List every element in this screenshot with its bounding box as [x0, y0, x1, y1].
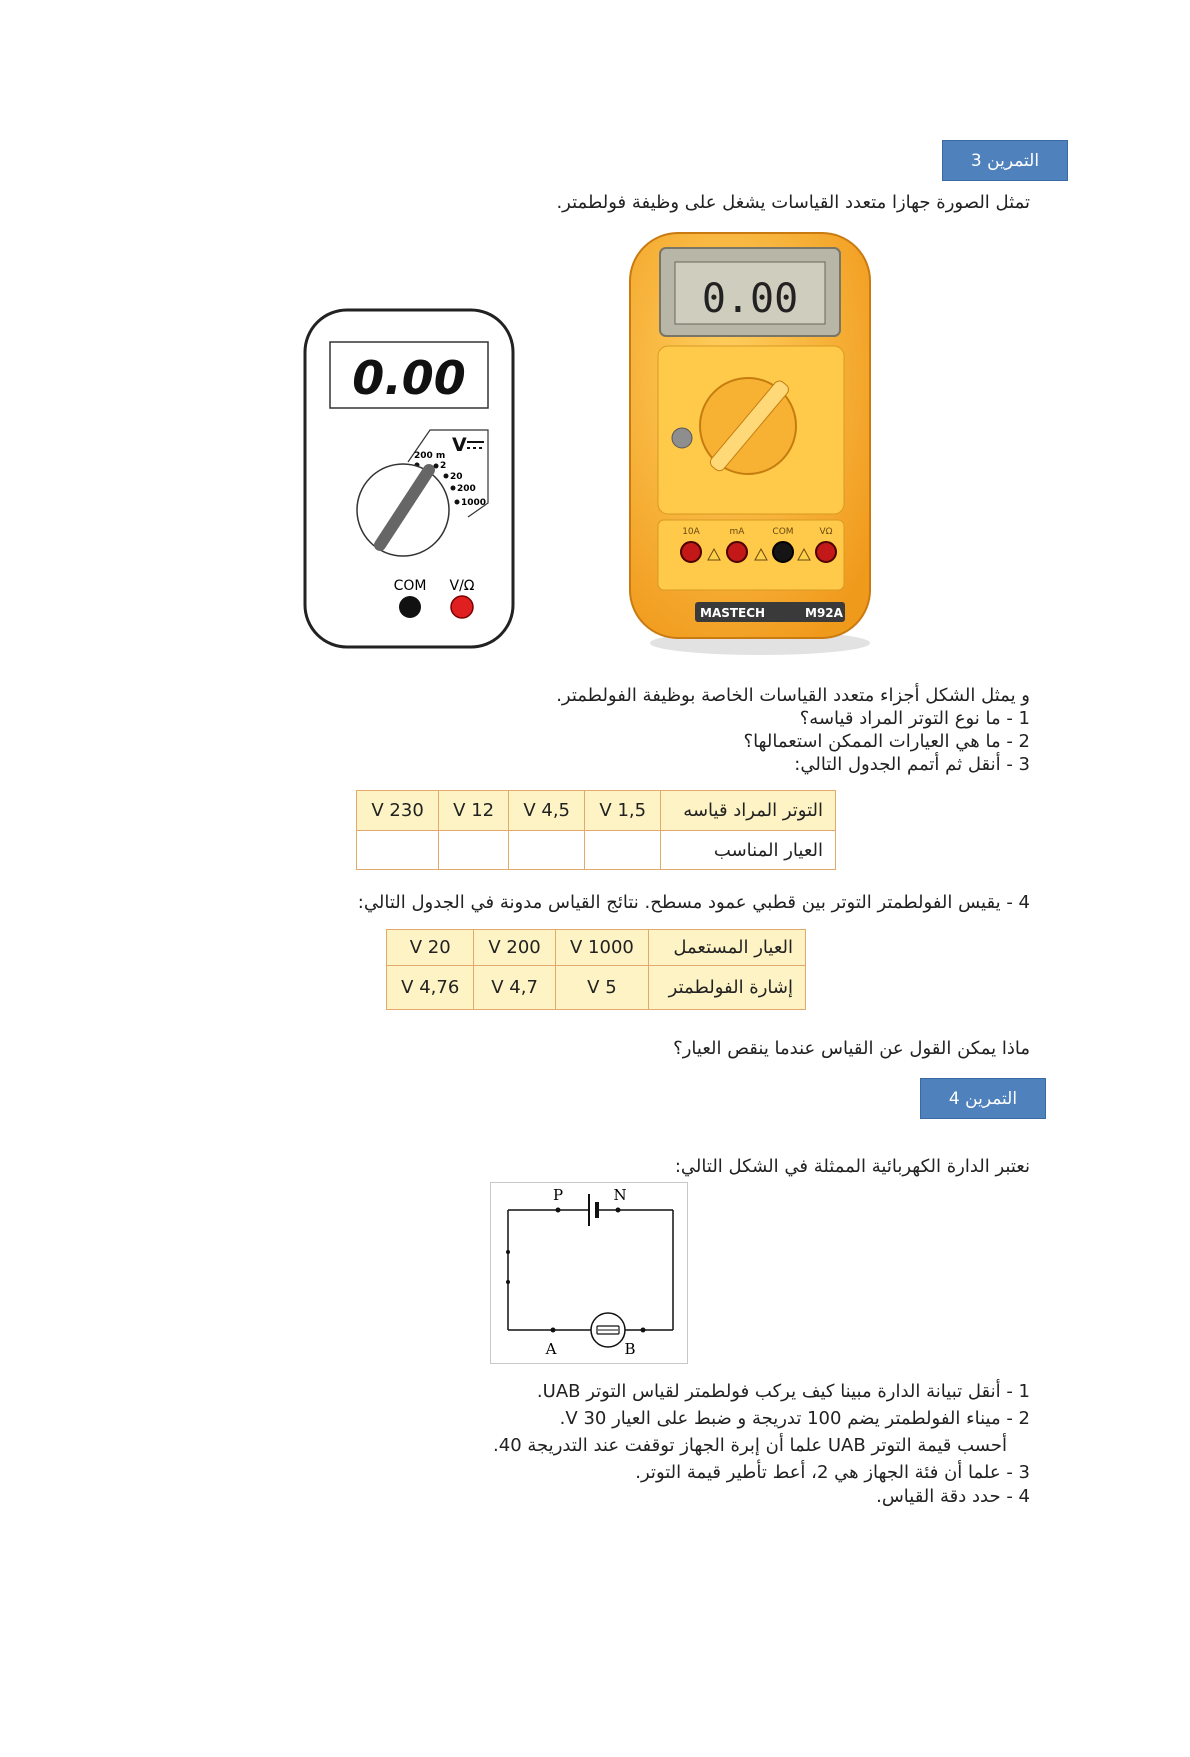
com-jack [399, 596, 421, 618]
exercise-4-badge [920, 1078, 1046, 1119]
question-3-3: 3 - أنقل ثم أتمم الجدول التالي: [794, 754, 1030, 775]
exercise-3-badge [942, 140, 1068, 181]
table2-cell: 4,7 V [474, 966, 555, 1010]
range-20: 20 [450, 472, 463, 482]
multimeter-photo [620, 228, 880, 658]
exercise-3-intro: تمثل الصورة جهازا متعدد القياسات يشغل على وظيفة فولطمتر. [556, 192, 1030, 213]
range-200m: 200 m [414, 451, 446, 461]
vohm-jack [451, 596, 473, 618]
exercise-4-intro: نعتبر الدارة الكهربائية الممثلة في الشكل التالي: [674, 1156, 1030, 1177]
table2-cell: 200 V [474, 930, 555, 966]
jack-com: COM [772, 527, 794, 537]
table2-cell: 5 V [555, 966, 648, 1010]
range-1000: 1000 [461, 498, 487, 508]
table-voltage-ranges [356, 790, 836, 870]
jack-vohm: VΩ [819, 527, 833, 537]
range-2: 2 [440, 461, 447, 471]
circuit-diagram [490, 1182, 688, 1364]
table1-empty-cell [357, 831, 439, 870]
table2-row1-header: العيار المستعمل [649, 930, 806, 966]
jack-10a: 10A [682, 527, 700, 537]
com-label: COM [393, 578, 427, 594]
exercise-4-title: التمرين 4 [948, 1088, 1018, 1109]
photo-jack-com [773, 542, 793, 562]
table1-empty-cell [585, 831, 661, 870]
table1-cell: 1,5 V [585, 791, 661, 831]
meter-model: M92A [805, 606, 843, 620]
question-4-3: 3 - علما أن فئة الجهاز هي 2، أعط تأطير قيمة التوتر. [635, 1462, 1030, 1483]
photo-jack-ma [727, 542, 747, 562]
table2-cell: 20 V [387, 930, 474, 966]
dial-unit-label: V [452, 434, 467, 456]
vohm-label: V/Ω [449, 578, 475, 594]
table-measurements [386, 929, 806, 1010]
meter-photo-display: 0.00 [701, 276, 799, 322]
range-200: 200 [457, 484, 476, 494]
table1-cell: 12 V [439, 791, 509, 831]
question-4-1: 1 - أنقل تبيانة الدارة مبينا كيف يركب فولطمتر لقياس التوتر UAB. [536, 1381, 1030, 1402]
meter-brand: MASTECH [700, 606, 766, 620]
table2-cell: 1000 V [555, 930, 648, 966]
jack-ma: mA [729, 527, 745, 537]
exercise-3-final-question: ماذا يمكن القول عن القياس عندما ينقص العيار؟ [673, 1038, 1030, 1059]
table1-empty-cell [439, 831, 509, 870]
table1-empty-cell [509, 831, 585, 870]
table1-row2-header: العيار المناسب [661, 831, 836, 870]
node-b-label: B [624, 1340, 636, 1358]
node-n-label: N [613, 1186, 627, 1204]
node-a-label: A [545, 1340, 557, 1358]
meter-drawing-display: 0.00 [352, 351, 466, 405]
table1-cell: 4,5 V [509, 791, 585, 831]
node-p-label: P [552, 1186, 564, 1204]
question-3-4: 4 - يقيس الفولطمتر التوتر بين قطبي عمود مسطح. نتائج القياس مدونة في الجدول التالي: [357, 892, 1030, 913]
table1-cell: 230 V [357, 791, 439, 831]
question-3-2: 2 - ما هي العيارات الممكن استعمالها؟ [743, 731, 1030, 752]
question-4-2a: 2 - ميناء الفولطمتر يضم 100 تدريجة و ضبط على العيار 30 V. [559, 1408, 1030, 1429]
table2-row2-header: إشارة الفولطمتر [649, 966, 806, 1010]
question-3-1: 1 - ما نوع التوتر المراد قياسه؟ [799, 708, 1030, 729]
photo-jack-10a [681, 542, 701, 562]
question-4-2b: أحسب قيمة التوتر UAB علما أن إبرة الجهاز توقفت عند التدريجة 40. [493, 1435, 1007, 1456]
question-4-4: 4 - حدد دقة القياس. [876, 1486, 1030, 1507]
table2-cell: 4,76 V [387, 966, 474, 1010]
multimeter-drawing [300, 305, 520, 655]
exercise-3-paragraph: و يمثل الشكل أجزاء متعدد القياسات الخاصة بوظيفة الفولطمتر. [556, 685, 1030, 706]
photo-jack-vohm [816, 542, 836, 562]
table1-row1-header: التوتر المراد قياسه [661, 791, 836, 831]
exercise-3-title: التمرين 3 [970, 150, 1040, 171]
